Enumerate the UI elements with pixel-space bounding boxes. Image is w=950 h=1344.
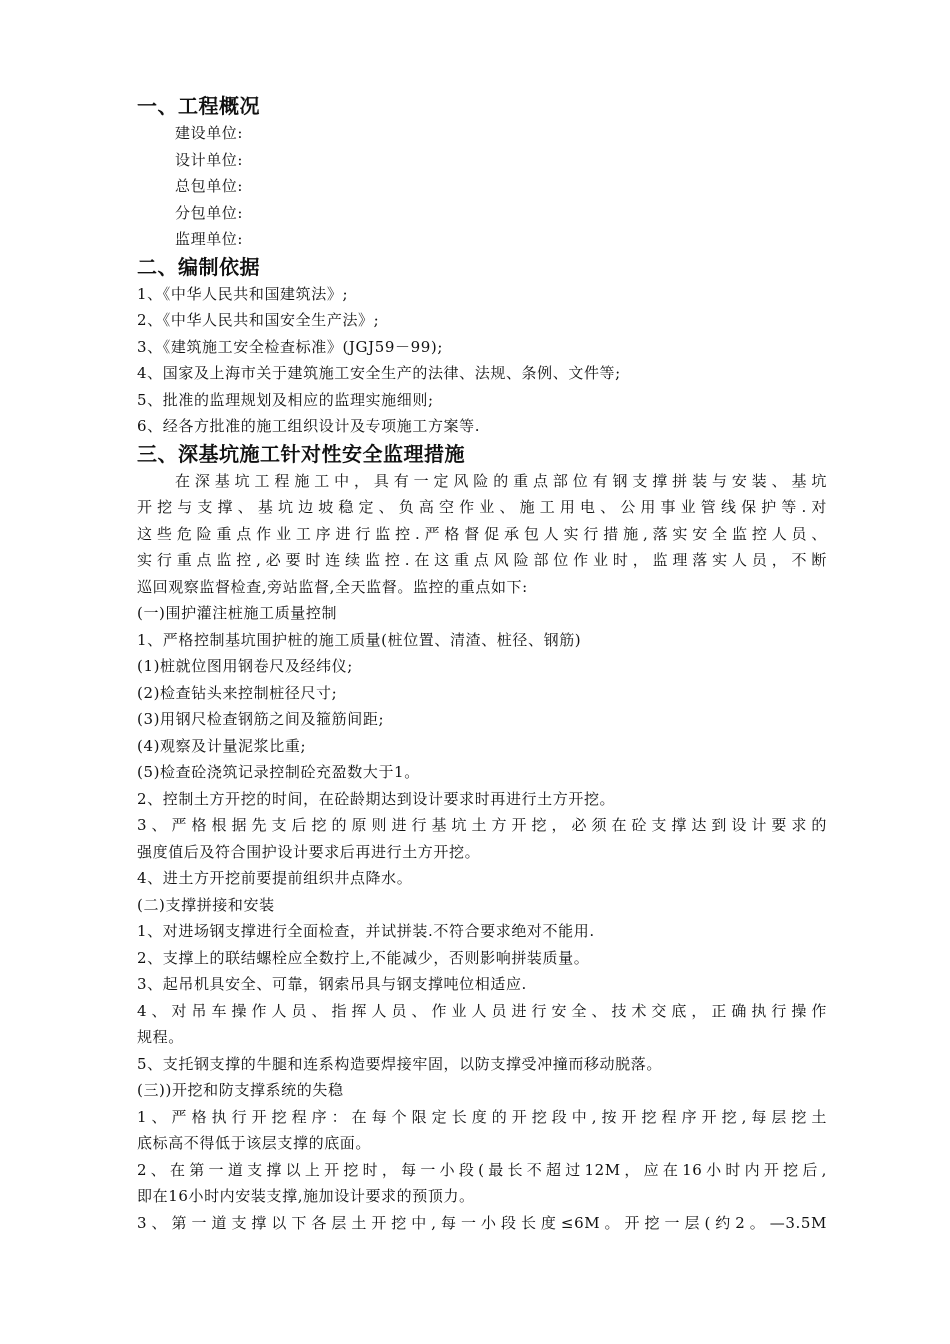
subsection-title-support-assembly: (二)支撑拼接和安装 [137, 895, 275, 914]
measure-line: (3)用钢尺检查钢筋之间及箍筋间距; [137, 710, 385, 728]
unit-label-designer: 设计单位: [175, 150, 244, 169]
unit-label-general-contractor: 总包单位: [175, 177, 244, 195]
section-heading-basis: 二、编制依据 [137, 254, 260, 279]
basis-item: 6、经各方批准的施工组织设计及专项施工方案等. [137, 417, 481, 435]
measure-line: 2、在第一道支撑以上开挖时，每一小段(最长不超过12M，应在16小时内开挖后, [137, 1160, 827, 1179]
measure-line: 3、第一道支撑以下各层土开挖中,每一小段长度≤6M。开挖一层(约2。—3.5M [137, 1213, 827, 1232]
intro-paragraph-line: 在深基坑工程施工中，具有一定风险的重点部位有钢支撑拼装与安装、基坑 [175, 471, 827, 490]
measure-line: 即在16小时内安装支撑,施加设计要求的预顶力。 [137, 1187, 475, 1205]
measure-line: 底标高不得低于该层支撑的底面。 [137, 1134, 372, 1152]
measure-line: 3、严格根据先支后挖的原则进行基坑土方开挖，必须在砼支撑达到设计要求的 [137, 816, 827, 834]
subsection-title-excavation-stability: (三))开挖和防支撑系统的失稳 [137, 1081, 344, 1099]
intro-paragraph-line: 实行重点监控,必要时连续监控.在这重点风险部位作业时，监理落实人员，不断 [137, 551, 827, 569]
measure-line: (1)桩就位图用钢卷尺及经纬仪; [137, 657, 353, 675]
measure-line: (5)检查砼浇筑记录控制砼充盈数大于1。 [137, 763, 420, 781]
measure-line: (2)检查钻头来控制桩径尺寸; [137, 683, 338, 702]
section-heading-safety-measures: 三、深基坑施工针对性安全监理措施 [137, 441, 465, 466]
measure-line: 1、严格控制基坑围护桩的施工质量(桩位置、清渣、桩径、钢筋) [137, 630, 582, 649]
basis-item: 3、《建筑施工安全检查标准》(JGJ59－99); [137, 337, 443, 356]
intro-paragraph-line: 巡回观察监督检查,旁站监督,全天监督。监控的重点如下: [137, 577, 528, 596]
basis-item: 1、《中华人民共和国建筑法》; [137, 284, 349, 303]
measure-line: 4、进土方开挖前要提前组织井点降水。 [137, 869, 413, 887]
measure-line: 2、控制土方开挖的时间，在砼龄期达到设计要求时再进行土方开挖。 [137, 789, 616, 808]
section-heading-project-overview: 一、工程概况 [137, 94, 260, 118]
measure-line: 1、严格执行开挖程序：在每个限定长度的开挖段中,按开挖程序开挖,每层挖土 [137, 1107, 827, 1126]
unit-label-owner: 建设单位: [175, 124, 244, 142]
subsection-title-pile-quality: (一)围护灌注桩施工质量控制 [137, 604, 338, 622]
measure-line: 4、对吊车操作人员、指挥人员、作业人员进行安全、技术交底，正确执行操作 [137, 1001, 827, 1020]
measure-line: 强度值后及符合围护设计要求后再进行土方开挖。 [137, 842, 481, 861]
measure-line: 2、支撑上的联结螺栓应全数拧上,不能减少，否则影响拼装质量。 [137, 948, 590, 967]
unit-label-subcontractor: 分包单位: [175, 203, 244, 222]
document-body [137, 92, 827, 1236]
unit-label-supervisor: 监理单位: [175, 230, 244, 248]
measure-line: 规程。 [137, 1028, 184, 1046]
measure-line: 5、支托钢支撑的牛腿和连系构造要焊接牢固，以防支撑受冲撞而移动脱落。 [137, 1054, 662, 1073]
basis-item: 4、国家及上海市关于建筑施工安全生产的法律、法规、条例、文件等; [137, 364, 621, 382]
basis-item: 5、批准的监理规划及相应的监理实施细则; [137, 390, 434, 409]
intro-paragraph-line: 开挖与支撑、基坑边坡稳定、负高空作业、施工用电、公用事业管线保护等.对 [137, 498, 827, 516]
intro-paragraph-line: 这些危险重点作业工序进行监控.严格督促承包人实行措施,落实安全监控人员、 [137, 524, 827, 543]
basis-item: 2、《中华人民共和国安全生产法》; [137, 311, 380, 329]
measure-line: (4)观察及计量泥浆比重; [137, 736, 307, 755]
measure-line: 1、对进场钢支撑进行全面检查，并试拼装.不符合要求绝对不能用. [137, 922, 595, 940]
measure-line: 3、起吊机具安全、可靠，钢索吊具与钢支撑吨位相适应. [137, 975, 527, 993]
